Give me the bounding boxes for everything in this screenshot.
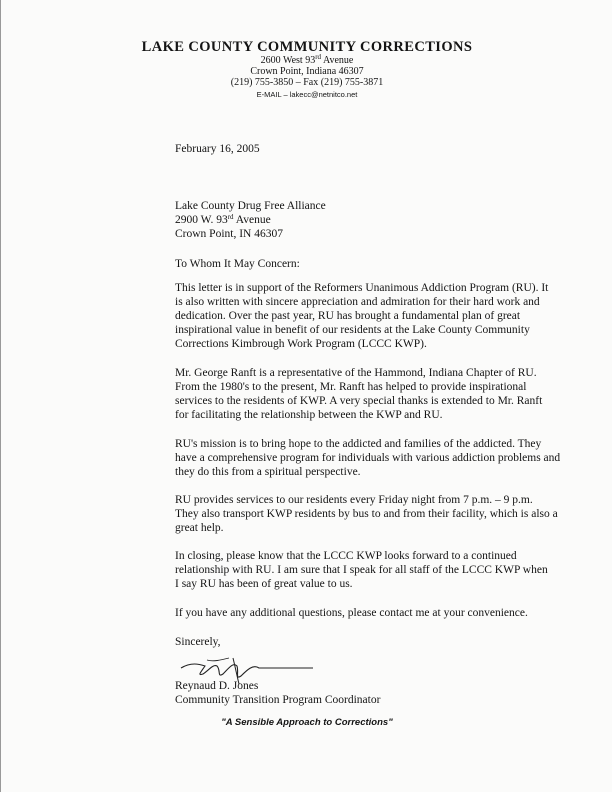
- letterhead-email: E-MAIL – lakecc@netnitco.net: [256, 90, 358, 99]
- paragraph-3: RU's mission is to bring hope to the addicted and families of the addicted. They have a comprehensive program for individuals with various addiction problems and they do this from a spiritual perspective.: [175, 438, 561, 479]
- letterhead-city: Crown Point, Indiana 46307: [250, 66, 364, 77]
- recipient-city: Crown Point, IN 46307: [175, 228, 283, 241]
- letterhead-street: 2600 West 93rd Avenue: [260, 53, 354, 66]
- letter-date: February 16, 2005: [175, 143, 260, 155]
- paragraph-2: Mr. George Ranft is a representative of the Hammond, Indiana Chapter of RU. From the 1980's to the present, Mr. Ranft has helped to provide inspirational services to the residents of KWP. A very special thanks is extended to Mr. Ranft for facilitating the relationship between the KWP and RU.: [175, 367, 543, 422]
- closing: Sincerely,: [175, 636, 221, 648]
- footer-motto: "A Sensible Approach to Corrections": [221, 717, 393, 728]
- recipient-street: 2900 W. 93rd Avenue: [175, 213, 271, 227]
- recipient-name: Lake County Drug Free Alliance: [175, 200, 326, 212]
- greeting: To Whom It May Concern:: [175, 258, 300, 270]
- letterhead-phone: (219) 755-3850 – Fax (219) 755-3871: [230, 77, 384, 88]
- paragraph-5: In closing, please know that the LCCC KWP looks forward to a continued relationship with RU. I am sure that I speak for all staff of the LCCC KWP when I say RU has been of great value to us.: [175, 550, 548, 591]
- signer-title: Community Transition Program Coordinator: [175, 694, 381, 706]
- paragraph-6: If you have any additional questions, please contact me at your convenience.: [175, 607, 528, 619]
- letterhead-org-name: LAKE COUNTY COMMUNITY CORRECTIONS: [141, 39, 473, 55]
- paragraph-4: RU provides services to our residents every Friday night from 7 p.m. – 9 p.m. They also transport KWP residents by bus to and from their facility, which is also a great help.: [175, 494, 558, 535]
- signer-name: Reynaud D. Jones: [175, 680, 259, 692]
- paragraph-1: This letter is in support of the Reformers Unanimous Addiction Program (RU). It is also written with sincere appreciation and admiration for their hard work and dedication. Over the past year, RU has brought a fundamental plan of great inspirational value in benefit of our residents at the Lake County Community Corrections Kimbrough Work Program (LCCC KWP).: [175, 282, 549, 351]
- recipient-address: [175, 199, 599, 241]
